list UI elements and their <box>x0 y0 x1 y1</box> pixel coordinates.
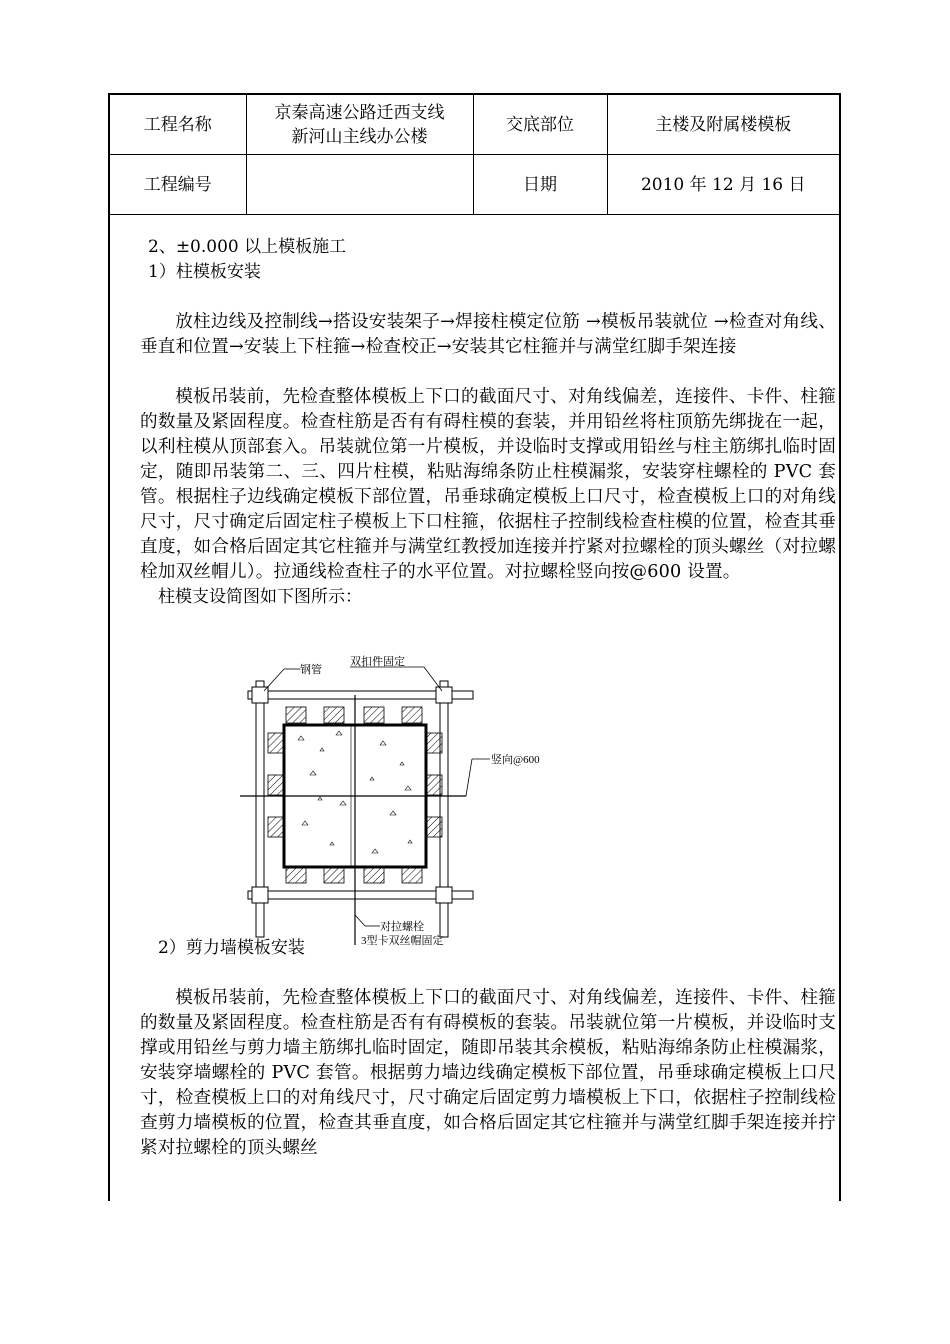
project-name-line1: 京秦高速公路迁西支线 <box>274 102 445 123</box>
sub1-flow: 放柱边线及控制线→搭设安装架子→焊接柱模定位筋 →模板吊装就位 →检查对角线、垂直和位置→安装上下柱箍→检查校正→安装其它柱箍并与满堂红脚手架连接 <box>140 312 836 357</box>
label-double-clamp: 双扣件固定 <box>350 656 405 668</box>
label-tie-bolt: 对拉螺栓 <box>380 921 424 933</box>
column-formwork-diagram <box>240 655 620 955</box>
diagram-caption: 柱模支设简图如下图所示： <box>158 587 362 607</box>
part-label: 交底部位 <box>473 95 607 155</box>
project-no-value <box>246 155 473 215</box>
sub2-title: 2）剪力墙模板安装 <box>158 938 305 958</box>
sub1-title: 1）柱模板安装 <box>148 262 261 282</box>
header-table <box>110 95 839 215</box>
project-name-label: 工程名称 <box>110 95 246 155</box>
label-vertical-spacing: 竖向@600 <box>491 754 540 766</box>
date-value: 2010 年 12 月 16 日 <box>607 155 839 215</box>
label-clip: 3型卡双丝帽固定 <box>361 935 444 947</box>
project-name-value <box>246 95 473 155</box>
part-value: 主楼及附属楼模板 <box>607 95 839 155</box>
project-no-label: 工程编号 <box>110 155 246 215</box>
section-title: 2、±0.000 以上模板施工 <box>148 237 347 257</box>
sub1-paragraph: 模板吊装前，先检查整体模板上下口的截面尺寸、对角线偏差，连接件、卡件、柱箍的数量及紧固程度。检查柱筋是否有有碍柱模的套装，并用铅丝将柱顶筋先绑拢在一起，以利柱模从顶部套入。吊装就位第一片模板，并设临时支撑或用铅丝与柱主筋绑扎临时固定，随即吊装第二、三、四片柱模，粘贴海绵条防止柱模漏浆，安装穿柱螺栓的 PVC 套管。根据柱子边线确定模板下部位置，吊垂球确定模板上口尺寸，检查模板上口的对角线尺寸，尺寸确定后固定柱子模板上下口柱箍，依据柱子控制线检查柱模的位置，检查其垂直度，如合格后固定其它柱箍并与满堂红教授加连接并拧紧对拉螺栓的顶头螺丝（对拉螺栓加双丝帽儿）。拉通线检查柱子的水平位置。对拉螺栓竖向按@600 设置。 <box>140 387 836 582</box>
sub2-paragraph: 模板吊装前，先检查整体模板上下口的截面尺寸、对角线偏差，连接件、卡件、柱箍的数量及紧固程度。检查柱筋是否有有碍模板的套装。吊装就位第一片模板，并设临时支撑或用铅丝与剪力墙主筋绑扎临时固定，随即吊装其余模板，粘贴海绵条防止柱模漏浆，安装穿墙螺栓的 PVC 套管。根据剪力墙边线确定模板下部位置，吊垂球确定模板上口尺寸，检查模板上口的对角线尺寸，尺寸确定后固定剪力墙模板上下口，依据柱子控制线检查剪力墙模板的位置，检查其垂直度，如合格后固定其它柱箍并与满堂红脚手架连接并拧紧对拉螺栓的顶头螺丝 <box>140 988 836 1158</box>
project-name-line2: 新河山主线办公楼 <box>291 126 428 147</box>
label-steel-pipe: 钢管 <box>300 664 322 676</box>
date-label: 日期 <box>473 155 607 215</box>
document-frame <box>108 93 841 1201</box>
